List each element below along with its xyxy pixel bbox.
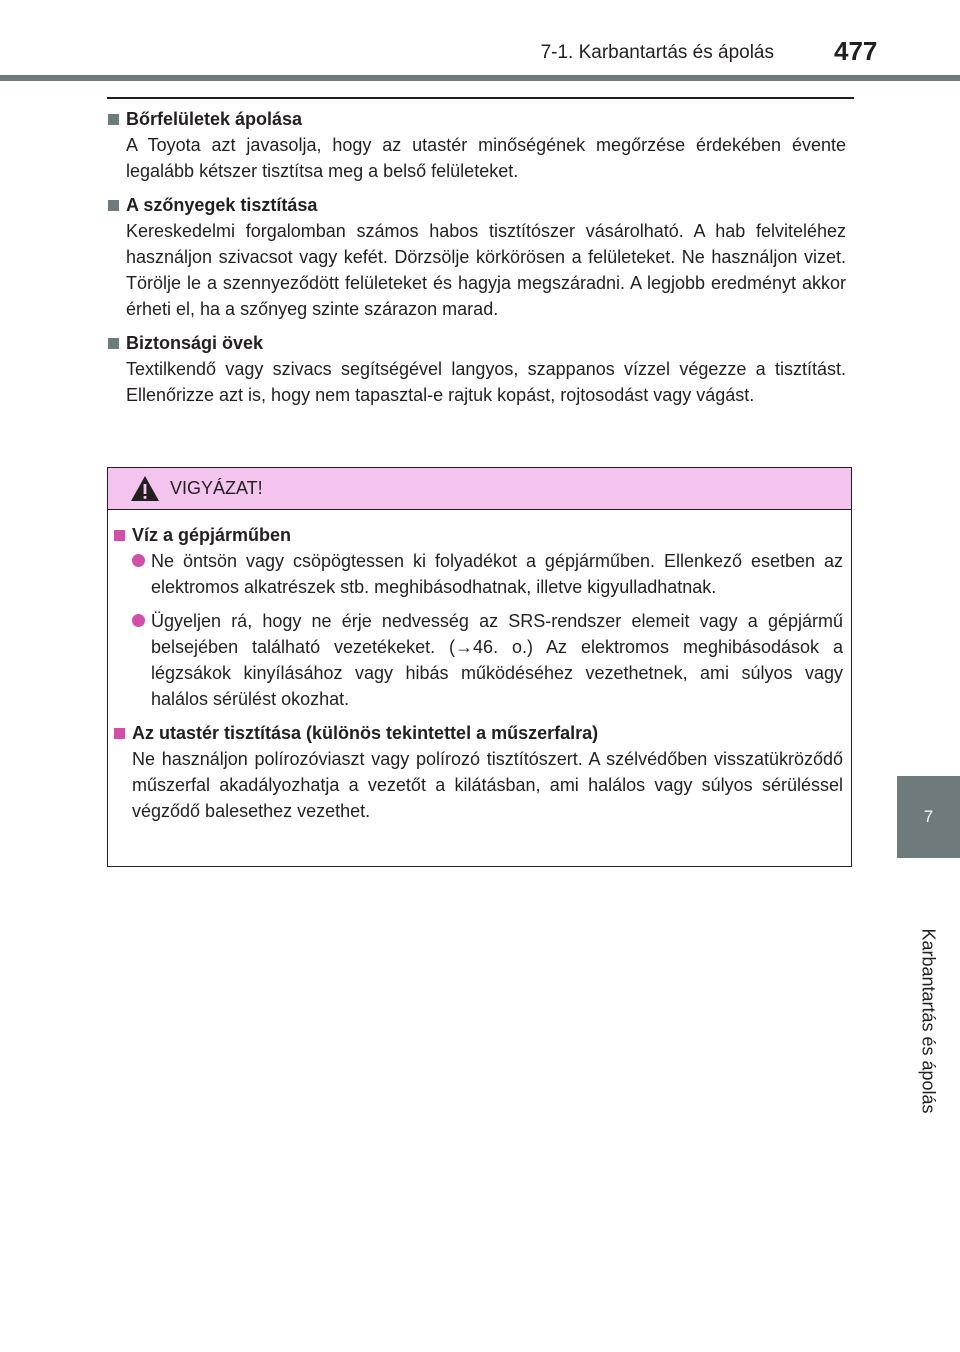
warning-label: VIGYÁZAT! — [170, 478, 263, 498]
warning-box — [107, 467, 852, 867]
chapter-tab — [897, 776, 960, 858]
section-seatbelts — [108, 330, 846, 408]
section-text: Kereskedelmi forgalomban számos habos tisztítószer vásárolható. A hab felviteléhez használjon szivacsot vagy kefét. Dörzsölje körkörösen a felületeket. Ne használjon vizet. Törölje le a szennyeződött felületeket és hagyja megszáradni. A legjobb eredményt akkor érheti el, ha a szőnyeg szinte szárazon marad. — [126, 221, 846, 319]
round-bullet-icon — [132, 614, 145, 627]
square-bullet-icon — [108, 114, 119, 125]
section-heading: Biztonsági övek — [126, 333, 264, 353]
warning-item-water — [114, 522, 843, 712]
warning-triangle-icon — [130, 475, 160, 502]
main-content — [108, 106, 846, 416]
chapter-side-label: Karbantartás és ápolás — [918, 928, 939, 1114]
square-bullet-icon — [114, 728, 125, 739]
square-bullet-icon — [114, 530, 125, 541]
running-header-title: 7-1. Karbantartás és ápolás — [540, 42, 774, 63]
square-bullet-icon — [108, 338, 119, 349]
chapter-tab-number: 7 — [923, 807, 934, 826]
warning-item-text: Ne használjon polírozóviaszt vagy polírozó tisztítószert. A szélvédőben visszatükröződő műszerfal akadályozhatja a vezetőt a kilátásban, ami halálos vagy súlyos sérüléssel végződő balesethez vezethet. — [132, 749, 843, 821]
warning-header — [108, 468, 851, 510]
section-heading: Bőrfelületek ápolása — [126, 109, 303, 129]
page-number: 477 — [834, 36, 878, 66]
warning-item-heading: Víz a gépjárműben — [132, 525, 292, 545]
warning-item-heading: Az utastér tisztítása (különös tekintettel a műszerfalra) — [132, 723, 599, 743]
section-text: A Toyota azt javasolja, hogy az utastér minőségének megőrzése érdekében évente legalább kétszer tisztítsa meg a belső felületeket. — [126, 135, 846, 181]
content-top-rule — [107, 97, 854, 99]
square-bullet-icon — [108, 200, 119, 211]
section-leather — [108, 106, 846, 184]
warning-bullet — [132, 608, 843, 712]
round-bullet-icon — [132, 554, 145, 567]
header-rule — [0, 75, 960, 81]
warning-bullet-text: Ne öntsön vagy csöpögtessen ki folyadékot a gépjárműben. Ellenkező esetben az elektromos alkatrészek stb. meghibásodhatnak, illetve kigyulladhatnak. — [151, 551, 843, 597]
section-text: Textilkendő vagy szivacs segítségével langyos, szappanos vízzel végezze a tisztítást. Ellenőrizze azt is, hogy nem tapasztal-e rajtuk kopást, rojtosodást vagy vágást. — [126, 359, 846, 405]
warning-body — [108, 510, 851, 824]
section-heading: A szőnyegek tisztítása — [126, 195, 318, 215]
warning-bullet-text: Ügyeljen rá, hogy ne érje nedvesség az SRS-rendszer elemeit vagy a gépjármű belsejében található vezetékeket. (→46. o.) Az elektromos meghibásodások a légzsákok kinyílásához vagy hibás működéséhez vezethetnek, ami súlyos vagy halálos sérülést okozhat. — [151, 611, 843, 709]
warning-bullet — [132, 548, 843, 600]
section-carpets — [108, 192, 846, 322]
warning-item-dashboard — [114, 720, 843, 824]
